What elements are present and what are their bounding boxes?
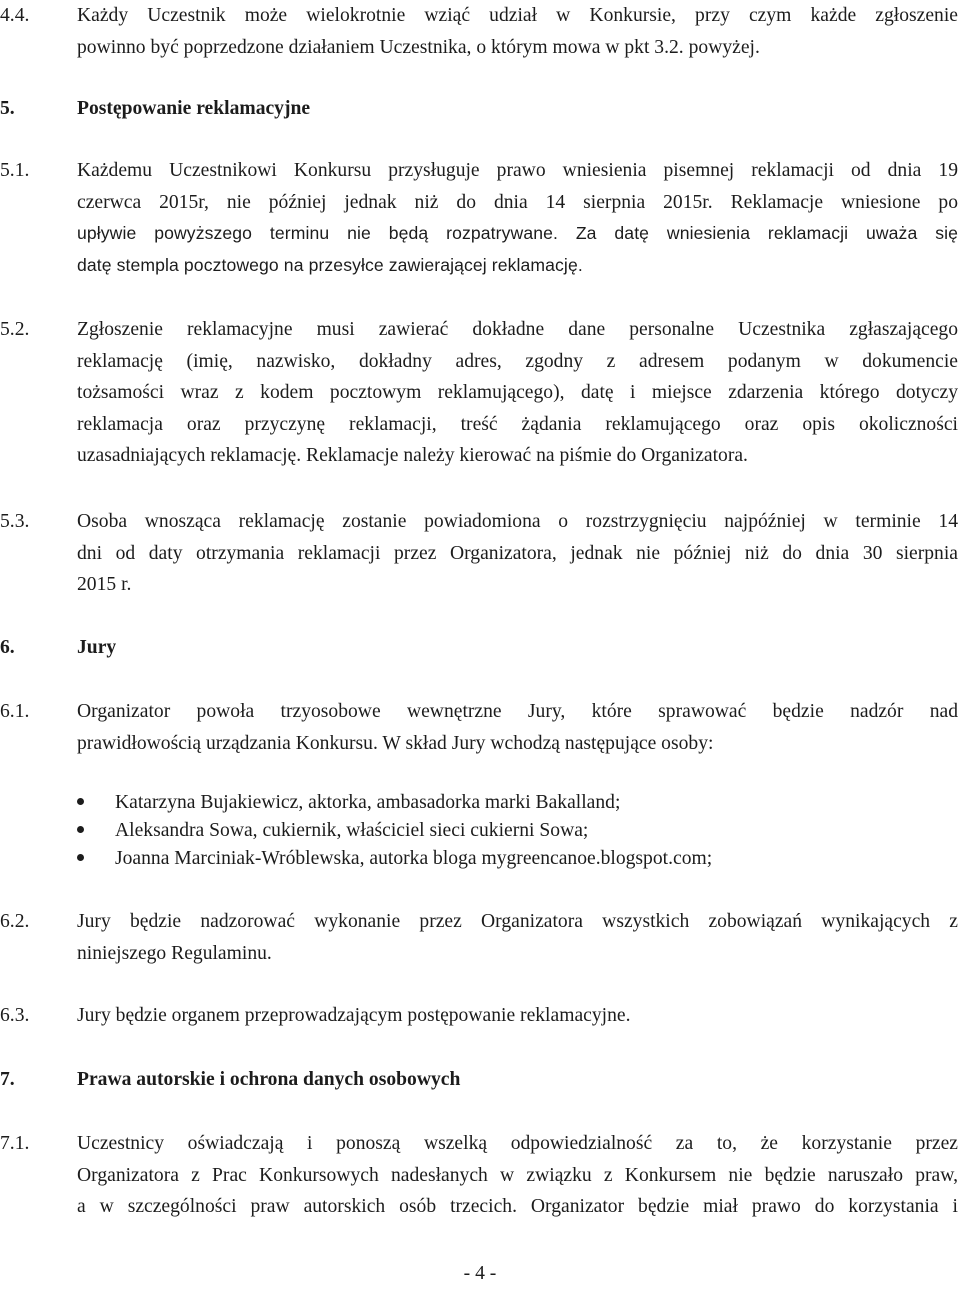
text-line: datę stempla pocztowego na przesyłce zawierającej reklamację. [77, 254, 583, 275]
heading-number: 5. [0, 98, 15, 119]
jury-member: Katarzyna Bujakiewicz, aktorka, ambasadorka marki Bakalland; [115, 792, 621, 813]
heading-title: Jury [77, 637, 117, 658]
section-number: 5.2. [0, 319, 30, 340]
text-line: upływie powyższego terminu nie będą rozpatrywane. Za datę wniesienia reklamacji uważa się [77, 223, 958, 243]
jury-member: Aleksandra Sowa, cukiernik, właściciel sieci cukierni Sowa; [115, 820, 589, 841]
section-text [77, 314, 958, 472]
heading-number: 7. [0, 1069, 15, 1090]
jury-member: Joanna Marciniak-Wróblewska, autorka bloga mygreencanoe.blogspot.com; [115, 848, 713, 869]
bullet-icon [77, 787, 93, 819]
section-text [77, 1000, 958, 1032]
text-line: Każdemu Uczestnikowi Konkursu przysługuje prawo wniesienia pisemnej reklamacji od dnia 19 [77, 160, 958, 181]
text-line: a w szczególności praw autorskich osób trzecich. Organizator będzie miał prawo do korzystania i [77, 1196, 958, 1217]
text-line: reklamacja oraz przyczynę reklamacji, treść żądania reklamującego oraz opis okoliczności [77, 413, 958, 435]
section-text [77, 906, 958, 969]
bullet-icon [77, 843, 93, 875]
bullet-icon [77, 815, 93, 847]
text-line: Jury będzie nadzorować wykonanie przez Organizatora wszystkich zobowiązań wynikających z [77, 911, 958, 932]
heading-title: Prawa autorskie i ochrona danych osobowych [77, 1069, 461, 1090]
text-line: dni od daty otrzymania reklamacji przez Organizatora, jednak nie później niż do dnia 30 sierpnia [77, 542, 958, 564]
text-line: Uczestnicy oświadczają i ponoszą wszelką odpowiedzialność za to, że korzystanie przez [77, 1133, 958, 1154]
text-line: Osoba wnosząca reklamację zostanie powiadomiona o rozstrzygnięciu najpóźniej w terminie 14 [77, 511, 958, 532]
text-line: czerwca 2015r, nie później jednak niż do dnia 14 sierpnia 2015r. Reklamacje wniesione po [77, 191, 958, 213]
text-line: uzasadniających reklamację. Reklamacje należy kierować na piśmie do Organizatora. [77, 445, 748, 466]
page-number: - 4 - [463, 1263, 497, 1284]
section-number: 5.3. [0, 511, 30, 532]
text-line: Organizator powoła trzyosobowe wewnętrzne Jury, które sprawować będzie nadzór nad [77, 701, 958, 722]
section-text [77, 506, 958, 601]
section-text [77, 155, 958, 281]
heading-title: Postępowanie reklamacyjne [77, 98, 311, 119]
section-number: 4.4. [0, 5, 30, 26]
text-line: reklamację (imię, nazwisko, dokładny adres, zgodny z adresem podanym w dokumencie [77, 350, 958, 372]
text-line: Każdy Uczestnik może wielokrotnie wziąć udział w Konkursie, przy czym każde zgłoszenie [77, 5, 958, 26]
section-number: 7.1. [0, 1133, 30, 1154]
section-text [77, 0, 958, 63]
text-line: Jury będzie organem przeprowadzającym postępowanie reklamacyjne. [77, 1005, 631, 1026]
heading-number: 6. [0, 637, 15, 658]
text-line: Zgłoszenie reklamacyjne musi zawierać dokładne dane personalne Uczestnika zgłaszającego [77, 319, 958, 340]
section-text [77, 696, 958, 759]
section-number: 6.1. [0, 701, 30, 722]
section-number: 6.3. [0, 1005, 30, 1026]
section-text [77, 1128, 958, 1223]
text-line: powinno być poprzedzone działaniem Uczestnika, o którym mowa w pkt 3.2. powyżej. [77, 36, 760, 58]
text-line: tożsamości wraz z kodem pocztowym reklamującego), datę i miejsce zdarzenia którego dotyczy [77, 382, 958, 403]
text-line: prawidłowością urządzania Konkursu. W skład Jury wchodzą następujące osoby: [77, 732, 714, 754]
text-line: niniejszego Regulaminu. [77, 942, 272, 964]
text-line: Organizatora z Prac Konkursowych nadesłanych w związku z Konkursem nie będzie naruszało praw, [77, 1164, 958, 1186]
text-line: 2015 r. [77, 574, 132, 595]
section-number: 6.2. [0, 911, 30, 932]
section-number: 5.1. [0, 160, 30, 181]
